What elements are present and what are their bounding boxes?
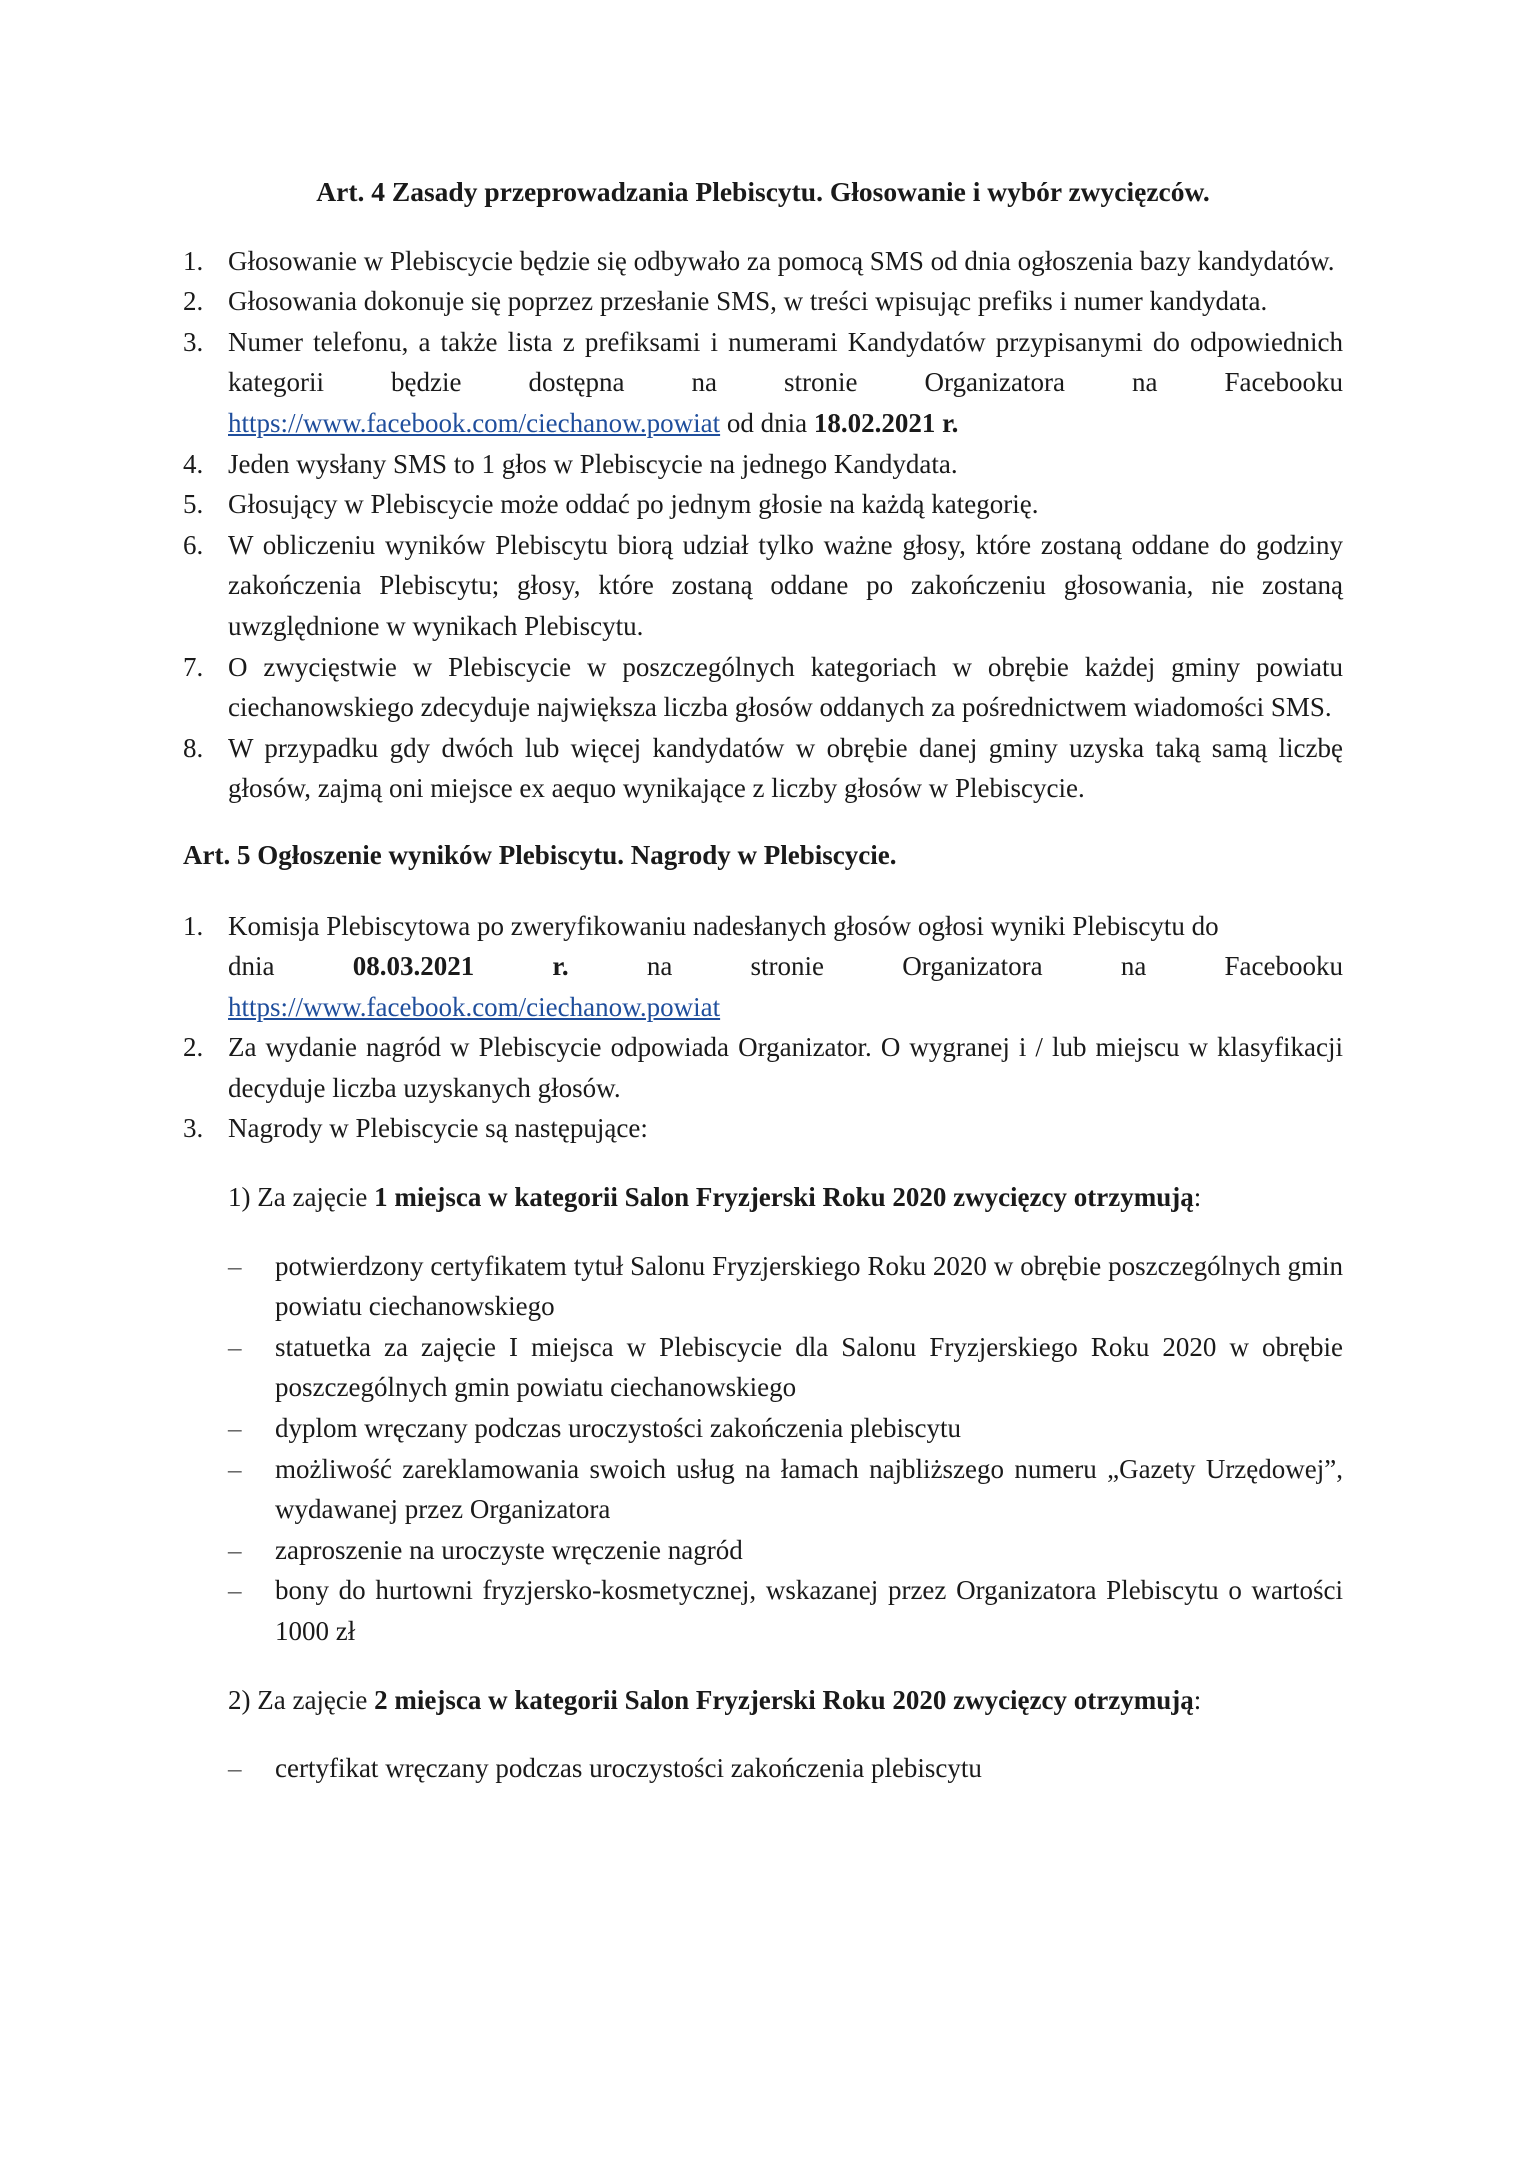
dash-icon: – xyxy=(228,1250,242,1281)
list-item-text: możliwość zareklamowania swoich usług na łamach najbliższego numeru „Gazety Urzędowej”, wydawanej przez Organizatora xyxy=(275,1453,1343,1525)
art4-item-8 xyxy=(183,728,1343,809)
prize-list-2 xyxy=(228,1748,1343,1789)
item-number: 6. xyxy=(183,529,204,560)
dash-icon: – xyxy=(228,1331,242,1362)
art5-item-3 xyxy=(183,1108,1343,1149)
art5-item-2 xyxy=(183,1027,1343,1108)
art5-list xyxy=(183,906,1343,1150)
prize-section-2 xyxy=(183,1680,1343,1789)
word: na xyxy=(646,951,673,982)
prize-prefix: 2) Za zajęcie xyxy=(228,1684,375,1715)
item-number: 1. xyxy=(183,910,204,941)
art4-item-3 xyxy=(183,322,1343,444)
item-number: 7. xyxy=(183,651,204,682)
list-item-text: zaproszenie na uroczyste wręczenie nagród xyxy=(275,1534,743,1565)
prize-section-1 xyxy=(183,1177,1343,1652)
item-text: Nagrody w Plebiscycie są następujące: xyxy=(228,1113,648,1144)
item-text: Jeden wysłany SMS to 1 głos w Plebiscycie na jednego Kandydata. xyxy=(228,448,958,479)
item-text: Głosowania dokonuje się poprzez przesłanie SMS, w treści wpisując prefiks i numer kandydata. xyxy=(228,286,1268,317)
list-item xyxy=(228,1449,1343,1530)
prize-suffix: : xyxy=(1193,1684,1202,1715)
list-item xyxy=(228,1570,1343,1651)
item-number: 3. xyxy=(183,1113,204,1144)
word: dnia xyxy=(228,951,275,982)
dash-icon: – xyxy=(228,1753,242,1784)
item-text: od dnia xyxy=(720,407,814,438)
list-item-text: certyfikat wręczany podczas uroczystości zakończenia plebiscytu xyxy=(275,1753,982,1784)
prize-suffix: : xyxy=(1193,1182,1202,1213)
item-text: W przypadku gdy dwóch lub więcej kandydatów w obrębie danej gminy uzyska taką samą liczbę głosów, zajmą oni miejsce ex aequo wynikające z liczby głosów w Plebiscycie. xyxy=(228,732,1343,804)
item-number: 5. xyxy=(183,489,204,520)
word: r. xyxy=(552,951,569,982)
art4-item-7 xyxy=(183,647,1343,728)
item-text: Za wydanie nagród w Plebiscycie odpowiada Organizator. O wygranej i / lub miejscu w klasyfikacji decyduje liczba uzyskanych głosów. xyxy=(228,1032,1343,1103)
item-number: 8. xyxy=(183,732,204,763)
art4-list xyxy=(183,241,1343,809)
word: Organizatora xyxy=(902,951,1043,982)
item-text-justified-line xyxy=(228,946,1343,987)
dash-icon: – xyxy=(228,1534,242,1565)
item-number: 2. xyxy=(183,286,204,317)
item-text: Głosowanie w Plebiscycie będzie się odbywało za pomocą SMS od dnia ogłoszenia bazy kandydatów. xyxy=(228,245,1335,276)
word: stronie xyxy=(750,951,824,982)
item-number: 4. xyxy=(183,448,204,479)
art4-item-4 xyxy=(183,444,1343,485)
prize-title: 1 miejsca w kategorii Salon Fryzjerski Roku 2020 zwycięzcy otrzymują xyxy=(374,1182,1194,1213)
dash-icon: – xyxy=(228,1575,242,1606)
item-text: Głosujący w Plebiscycie może oddać po jednym głosie na każdą kategorię. xyxy=(228,489,1039,520)
word: Facebooku xyxy=(1224,951,1343,982)
list-item xyxy=(228,1748,1343,1789)
list-item-text: statuetka za zajęcie I miejsca w Plebiscycie dla Salonu Fryzjerskiego Roku 2020 w obrębie poszczególnych gmin powiatu ciechanowskiego xyxy=(275,1331,1343,1403)
item-number: 2. xyxy=(183,1032,204,1063)
item-number: 1. xyxy=(183,245,204,276)
dash-icon: – xyxy=(228,1453,242,1484)
list-item xyxy=(228,1408,1343,1449)
dash-icon: – xyxy=(228,1413,242,1444)
prize-prefix: 1) Za zajęcie xyxy=(228,1182,375,1213)
facebook-link[interactable]: https://www.facebook.com/ciechanow.powiat xyxy=(228,991,721,1022)
list-item xyxy=(228,1246,1343,1327)
list-item xyxy=(228,1327,1343,1408)
prize-title: 2 miejsca w kategorii Salon Fryzjerski Roku 2020 zwycięzcy otrzymują xyxy=(374,1684,1194,1715)
start-date: 18.02.2021 r. xyxy=(813,407,959,438)
item-text: W obliczeniu wyników Plebiscytu biorą udział tylko ważne głosy, które zostaną oddane do godziny zakończenia Plebiscytu; głosy, które zostaną oddane po zakończeniu głosowania, nie zostaną uwzględnione w wynikach Plebiscytu. xyxy=(228,529,1343,641)
art4-item-1 xyxy=(183,241,1343,282)
prize-heading-2 xyxy=(228,1680,1343,1721)
art4-item-2 xyxy=(183,281,1343,322)
item-text: O zwycięstwie w Plebiscycie w poszczególnych kategoriach w obrębie każdej gminy powiatu ciechanowskiego zdecyduje największa liczba głosów oddanych za pośrednictwem wiadomości SMS. xyxy=(228,651,1343,723)
item-text: Komisja Plebiscytowa po zweryfikowaniu nadesłanych głosów ogłosi wyniki Plebiscytu do xyxy=(228,910,1219,941)
list-item-text: potwierdzony certyfikatem tytuł Salonu Fryzjerskiego Roku 2020 w obrębie poszczególnych gmin powiatu ciechanowskiego xyxy=(275,1250,1343,1322)
document-body xyxy=(183,172,1343,1789)
item-text: Numer telefonu, a także lista z prefiksami i numerami Kandydatów przypisanymi do odpowiednich kategorii będzie dostępna na stronie Organizatora na Facebooku xyxy=(228,326,1343,398)
results-date: 08.03.2021 xyxy=(352,951,475,982)
art4-heading: Art. 4 Zasady przeprowadzania Plebiscytu. Głosowanie i wybór zwycięzców. xyxy=(316,176,1210,207)
art5-item-1 xyxy=(183,906,1343,1028)
art4-item-6 xyxy=(183,525,1343,647)
item-number: 3. xyxy=(183,326,204,357)
list-item-text: bony do hurtowni fryzjersko-kosmetycznej, wskazanej przez Organizatora Plebiscytu o wartości 1000 zł xyxy=(275,1575,1343,1646)
list-item xyxy=(228,1530,1343,1571)
art4-item-5 xyxy=(183,484,1343,525)
prize-list-1 xyxy=(228,1246,1343,1652)
art5-heading: Art. 5 Ogłoszenie wyników Plebiscytu. Nagrody w Plebiscycie. xyxy=(183,839,897,870)
word: na xyxy=(1120,951,1147,982)
prize-heading-1 xyxy=(228,1177,1343,1218)
facebook-link[interactable]: https://www.facebook.com/ciechanow.powiat xyxy=(228,407,721,438)
list-item-text: dyplom wręczany podczas uroczystości zakończenia plebiscytu xyxy=(275,1413,961,1444)
